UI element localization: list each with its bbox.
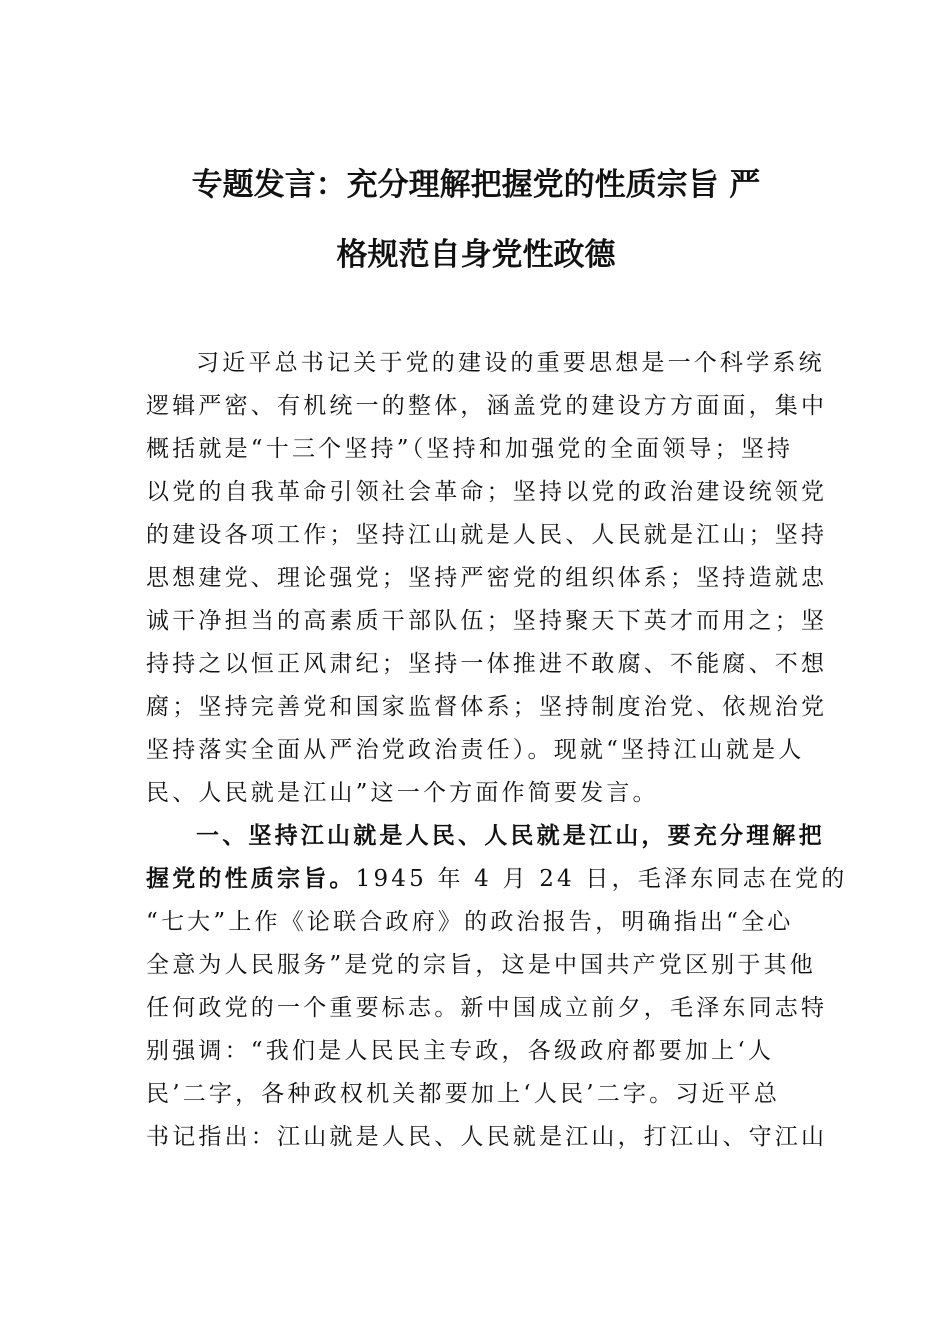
- text-line: 诚干净担当的高素质干部队伍；坚持聚天下英才而用之；坚: [146, 608, 828, 634]
- text-line: 腐；坚持完善党和国家监督体系；坚持制度治党、依规治党: [146, 694, 828, 720]
- title-line-2: 格规范自身党性政德: [336, 237, 616, 273]
- section-heading-tail: 握党的性质宗旨。: [146, 866, 356, 892]
- text-line: 民’二字，各种政权机关都要加上‘人民’二字。习近平总: [146, 1081, 781, 1107]
- title-line-1: 专题发言：充分理解把握党的性质宗旨 严: [191, 167, 761, 203]
- text-line: 思想建党、理论强党；坚持严密党的组织体系；坚持造就忠: [146, 565, 828, 591]
- text-line: 的建设各项工作；坚持江山就是人民、人民就是江山；坚持: [146, 522, 828, 548]
- text-line: 逻辑严密、有机统一的整体，涵盖党的建设方方面面，集中: [146, 393, 828, 419]
- text-line: 任何政党的一个重要标志。新中国成立前夕，毛泽东同志特: [146, 995, 828, 1021]
- paragraph-section-one: [146, 815, 848, 1159]
- text-segment: 1945 年 4 月 24 日，毛泽东同志在党的: [355, 866, 848, 892]
- text-line: 全意为人民服务”是党的宗旨，这是中国共产党区别于其他: [146, 952, 816, 978]
- text-line: 习近平总书记关于党的建设的重要思想是一个科学系统: [196, 350, 825, 376]
- document-body: [146, 342, 848, 1159]
- text-line: 书记指出：江山就是人民、人民就是江山，打江山、守江山: [146, 1124, 828, 1150]
- paragraph-intro: [146, 342, 828, 815]
- text-line: 以党的自我革命引领社会革命；坚持以党的政治建设统领党: [146, 479, 828, 505]
- text-line: 持持之以恒正风肃纪；坚持一体推进不敢腐、不能腐、不想: [146, 651, 828, 677]
- document-title: [146, 150, 806, 290]
- text-line: 别强调：“我们是人民民主专政，各级政府都要加上‘人: [146, 1038, 775, 1064]
- section-heading-line: 一、坚持江山就是人民、人民就是江山，要充分理解把: [196, 823, 825, 849]
- text-line: 概括就是“十三个坚持”（坚持和加强党的全面领导；坚持: [146, 436, 794, 462]
- text-line: 坚持落实全面从严治党政治责任）。现就“坚持江山就是人: [146, 737, 805, 763]
- text-line: 民、人民就是江山”这一个方面作简要发言。: [146, 780, 659, 806]
- text-line: [146, 858, 848, 901]
- text-line: “七大”上作《论联合政府》的政治报告，明确指出“全心: [146, 909, 794, 935]
